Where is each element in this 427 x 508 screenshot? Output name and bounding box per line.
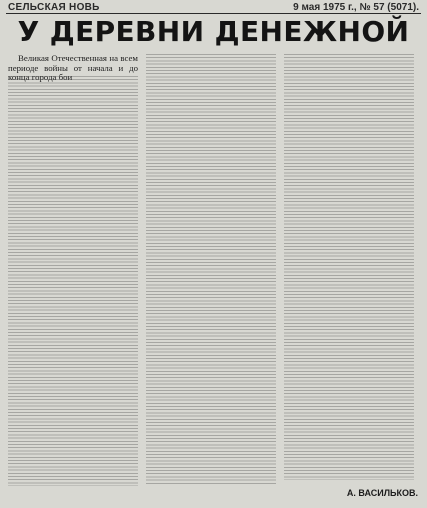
- article-headline: У ДЕРЕВНИ ДЕНЕЖНОЙ: [17, 15, 410, 48]
- article-opening: Великая Отечественная на всем периоде войны от начала и до конца города бои: [8, 53, 138, 83]
- masthead-rule: [6, 13, 421, 14]
- illegible-print-column-2: [146, 54, 276, 486]
- illegible-print-column-1: [8, 76, 138, 486]
- newspaper-name: СЕЛЬСКАЯ НОВЬ: [8, 2, 100, 13]
- issue-date-number: 9 мая 1975 г., № 57 (5071).: [293, 2, 419, 13]
- illegible-print-column-3: [284, 54, 414, 480]
- author-byline: А. ВАСИЛЬКОВ.: [346, 488, 418, 498]
- masthead: [0, 0, 427, 14]
